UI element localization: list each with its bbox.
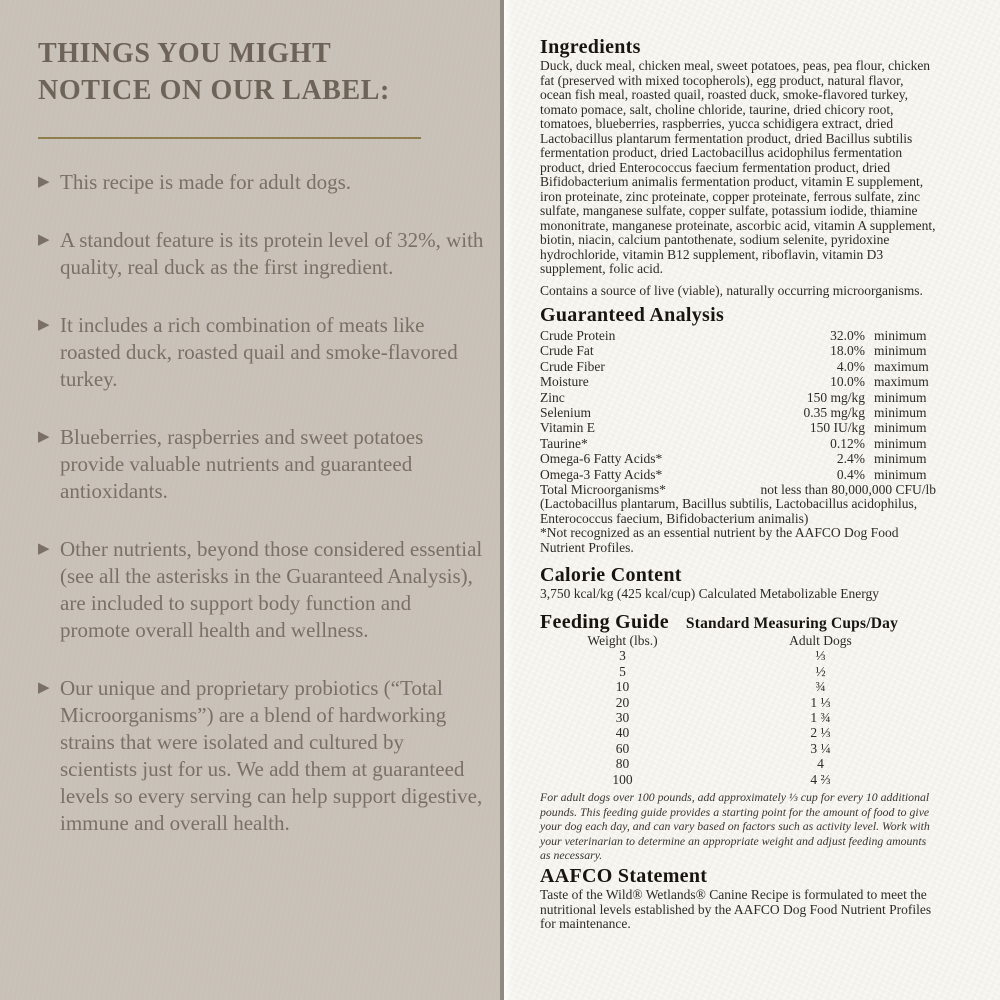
weight-value: 100 <box>612 771 633 787</box>
weight-value: 3 <box>619 648 626 664</box>
live-microorganisms-note: Contains a source of live (viable), naturally occurring microorganisms. <box>540 282 923 298</box>
table-row <box>540 710 936 725</box>
table-row <box>540 420 936 435</box>
calorie-content-text: 3,750 kcal/kg (425 kcal/cup) Calculated Metabolizable Energy <box>540 586 880 602</box>
nutrient-name: Crude Fat <box>540 343 594 359</box>
bullet-text: Other nutrients, beyond those considered essential (see all the asterisks in the Guaranteed Analysis), are included to support body function and promote overall health and wellness. <box>60 536 483 642</box>
table-row <box>540 695 936 710</box>
list-item <box>38 424 486 505</box>
nutrient-qualifier: minimum <box>874 343 927 359</box>
weight-value: 40 <box>615 725 630 741</box>
calorie-content-heading: Calorie Content <box>540 564 682 587</box>
nutrient-name: Selenium <box>540 405 591 421</box>
weight-value: 80 <box>615 756 630 772</box>
nutrient-qualifier: minimum <box>874 451 927 467</box>
table-row <box>540 359 936 374</box>
feeding-guide-footnote: For adult dogs over 100 pounds, add approximately ⅓ cup for every 10 additional pounds. This feeding guide provides a starting point for the amount of food to give your dog each day, and can vary based on factors such as activity level. Work with your veterinarian to determine an appropriate weight and adjust feeding amounts as necessary. <box>540 790 930 863</box>
table-row <box>540 664 936 679</box>
bullet-text: A standout feature is its protein level of 32%, with quality, real duck as the first ingredient. <box>60 227 484 279</box>
nutrient-qualifier: maximum <box>874 358 929 374</box>
measuring-cups-heading: Standard Measuring Cups/Day <box>685 614 899 632</box>
feeding-guide-header <box>540 611 936 633</box>
table-row <box>540 405 936 420</box>
asterisk-footnote: *Not recognized as an essential nutrient by the AAFCO Dog Food Nutrient Profiles. <box>540 525 899 555</box>
table-row <box>540 741 936 756</box>
cups-value: 4 <box>817 756 824 772</box>
bullet-text: Blueberries, raspberries and sweet potatoes provide valuable nutrients and guaranteed antioxidants. <box>60 424 424 503</box>
nutrient-value: 150 IU/kg <box>809 420 865 436</box>
cups-value: ¾ <box>815 679 826 695</box>
bullet-text: Our unique and proprietary probiotics (“Total Microorganisms”) are a blend of hardworking strains that were isolated and cultured by scientists just for us. We add them at guaranteed levels so every serving can help support digestive, immune and overall health. <box>60 675 483 835</box>
list-item <box>38 312 486 393</box>
table-row <box>540 467 936 482</box>
list-item <box>38 536 486 644</box>
nutrient-name: Omega-3 Fatty Acids* <box>540 466 663 482</box>
aafco-statement-text: Taste of the Wild® Wetlands® Canine Recipe is formulated to meet the nutritional levels established by the AAFCO Dog Food Nutrient Profiles for maintenance. <box>540 887 932 931</box>
nutrient-value: not less than 80,000,000 CFU/lb <box>760 482 936 498</box>
nutrient-value: 18.0% <box>830 343 865 359</box>
weight-value: 5 <box>619 663 626 679</box>
aafco-statement-heading: AAFCO Statement <box>540 865 708 887</box>
table-row <box>540 390 936 405</box>
nutrient-name: Crude Protein <box>540 328 616 343</box>
nutrient-qualifier: minimum <box>874 435 927 451</box>
weight-value: 10 <box>615 679 630 695</box>
nutrient-qualifier: minimum <box>874 466 927 482</box>
feeding-guide-column-headers <box>540 633 936 648</box>
guaranteed-analysis-table <box>540 328 936 482</box>
table-row <box>540 374 936 389</box>
page-title: THINGS YOU MIGHT NOTICE ON OUR LABEL: <box>38 38 390 106</box>
nutrient-qualifier: maximum <box>874 374 929 390</box>
nutrient-value: 0.4% <box>836 466 865 482</box>
cups-value: ½ <box>815 663 826 679</box>
table-row <box>540 451 936 466</box>
nutrient-qualifier: minimum <box>874 405 927 421</box>
nutrient-name: Vitamin E <box>540 420 596 436</box>
guaranteed-analysis-heading: Guaranteed Analysis <box>540 304 725 326</box>
list-item <box>38 169 486 196</box>
nutrient-name: Zinc <box>540 389 565 405</box>
table-row <box>540 679 936 694</box>
bullet-arrow-icon: ▶ <box>38 231 50 248</box>
total-microorganisms-row <box>540 482 936 497</box>
nutrient-name: Omega-6 Fatty Acids* <box>540 451 663 467</box>
bullet-arrow-icon: ▶ <box>38 679 50 696</box>
nutrient-value: 4.0% <box>836 358 865 374</box>
feeding-guide-section <box>540 611 936 863</box>
guaranteed-analysis-section <box>540 304 936 555</box>
aafco-statement-section <box>540 865 936 932</box>
table-row <box>540 328 936 343</box>
bullet-arrow-icon: ▶ <box>38 316 50 333</box>
nutrient-name: Total Microorganisms* <box>540 482 666 498</box>
ingredients-section <box>540 36 936 298</box>
nutrient-name: Crude Fiber <box>540 358 605 374</box>
table-row <box>540 772 936 787</box>
probiotic-strains-text: (Lactobacillus plantarum, Bacillus subtilis, Lactobacillus acidophilus, Enterococcus faecium, Bifidobacterium animalis) <box>540 496 918 526</box>
bullet-arrow-icon: ▶ <box>38 540 50 557</box>
table-row <box>540 343 936 358</box>
nutrient-value: 150 mg/kg <box>806 389 865 405</box>
table-row <box>540 756 936 771</box>
nutrient-value: 32.0% <box>830 328 865 343</box>
nutrition-label-panel <box>500 0 1000 1000</box>
table-row <box>540 436 936 451</box>
nutrient-value: 0.35 mg/kg <box>803 405 865 421</box>
weight-value: 20 <box>615 694 630 710</box>
feeding-guide-heading: Feeding Guide <box>540 610 669 633</box>
list-item <box>38 227 486 281</box>
cups-value: 1 ¾ <box>810 710 831 725</box>
cups-value: 1 ⅓ <box>810 694 831 710</box>
nutrient-value: 2.4% <box>836 451 865 467</box>
nutrient-qualifier: minimum <box>874 389 927 405</box>
nutrient-name: Moisture <box>540 374 589 390</box>
nutrient-name: Taurine* <box>540 435 588 451</box>
cups-value: 2 ⅓ <box>810 725 831 741</box>
nutrient-value: 0.12% <box>830 435 865 451</box>
table-row <box>540 725 936 740</box>
weight-value: 60 <box>615 740 630 756</box>
bullet-arrow-icon: ▶ <box>38 173 50 190</box>
nutrient-value: 10.0% <box>830 374 865 390</box>
calorie-content-section <box>540 564 936 602</box>
cups-value: 4 ⅔ <box>810 771 831 787</box>
feeding-guide-table <box>540 648 936 787</box>
ingredients-heading: Ingredients <box>540 36 641 58</box>
cups-value: 3 ¼ <box>810 740 831 756</box>
nutrient-qualifier: minimum <box>874 328 927 343</box>
adult-dogs-column-header: Adult Dogs <box>789 632 852 648</box>
weight-value: 30 <box>615 710 630 725</box>
gold-divider-rule <box>38 137 421 139</box>
label-notes-list <box>38 169 486 837</box>
weight-column-header: Weight (lbs.) <box>587 632 658 648</box>
cups-value: ⅓ <box>815 648 826 664</box>
ingredients-text: Duck, duck meal, chicken meal, sweet potatoes, peas, pea flour, chicken fat (preserved with mixed tocopherols), egg product, natural flavor, ocean fish meal, roasted quail, roasted duck, smoke-flavored turkey, tomato pomace, salt, choline chloride, taurine, dried chicory root, tomatoes, blueberries, raspberries, yucca schidigera extract, dried Lactobacillus plantarum fermentation product, dried Bacillus subtilis fermentation product, dried Lactobacillus acidophilus fermentation product, dried Enterococcus faecium fermentation product, dried Bifidobacterium animalis fermentation product, vitamin E supplement, iron proteinate, zinc proteinate, copper proteinate, ferrous sulfate, zinc sulfate, manganese sulfate, copper sulfate, potassium iodide, thiamine mononitrate, manganese proteinate, ascorbic acid, vitamin A supplement, biotin, niacin, calcium pantothenate, sodium selenite, pyridoxine hydrochloride, vitamin B12 supplement, riboflavin, vitamin D3 supplement, folic acid. <box>540 58 936 276</box>
bullet-text: It includes a rich combination of meats like roasted duck, roasted quail and smoke-flavored turkey. <box>60 312 458 391</box>
table-row <box>540 648 936 663</box>
list-item <box>38 675 486 837</box>
bullet-text: This recipe is made for adult dogs. <box>60 169 352 194</box>
bullet-arrow-icon: ▶ <box>38 428 50 445</box>
nutrient-qualifier: minimum <box>874 420 927 436</box>
